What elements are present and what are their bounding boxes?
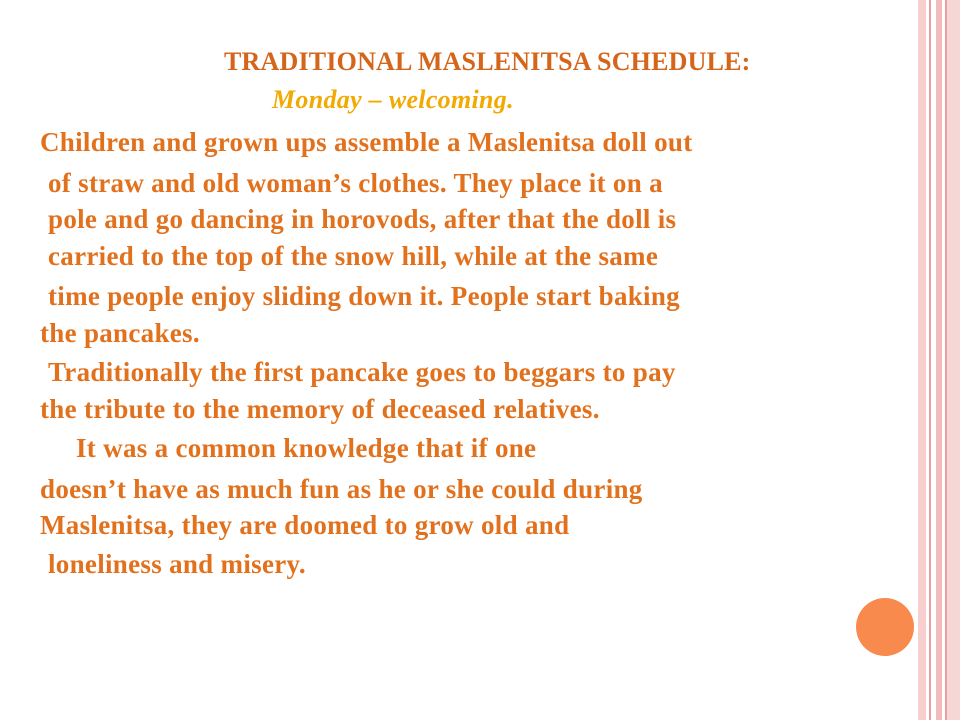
- body-line: doesn’t have as much fun as he or she could during: [40, 474, 643, 504]
- slide-subtitle: Monday – welcoming.: [272, 85, 514, 114]
- border-band: [918, 0, 926, 720]
- body-line: It was a common knowledge that if one: [76, 433, 537, 463]
- decorative-circle: [856, 598, 914, 656]
- body-line: carried to the top of the snow hill, while at the same: [48, 241, 659, 271]
- body-line: pole and go dancing in horovods, after that the doll is: [48, 204, 677, 234]
- body-line: of straw and old woman’s clothes. They place it on a: [48, 168, 663, 198]
- slide-title: TRADITIONAL MASLENITSA SCHEDULE:: [224, 47, 751, 76]
- body-line: loneliness and misery.: [48, 549, 306, 579]
- body-line: the tribute to the memory of deceased relatives.: [40, 394, 600, 424]
- body-line: the pancakes.: [40, 318, 200, 348]
- body-line: Children and grown ups assemble a Maslenitsa doll out: [40, 127, 693, 157]
- body-line: time people enjoy sliding down it. People start baking: [48, 281, 680, 311]
- body-line: Traditionally the first pancake goes to beggars to pay: [48, 357, 676, 387]
- border-band: [947, 0, 960, 720]
- body-line: Maslenitsa, they are doomed to grow old and: [40, 510, 570, 540]
